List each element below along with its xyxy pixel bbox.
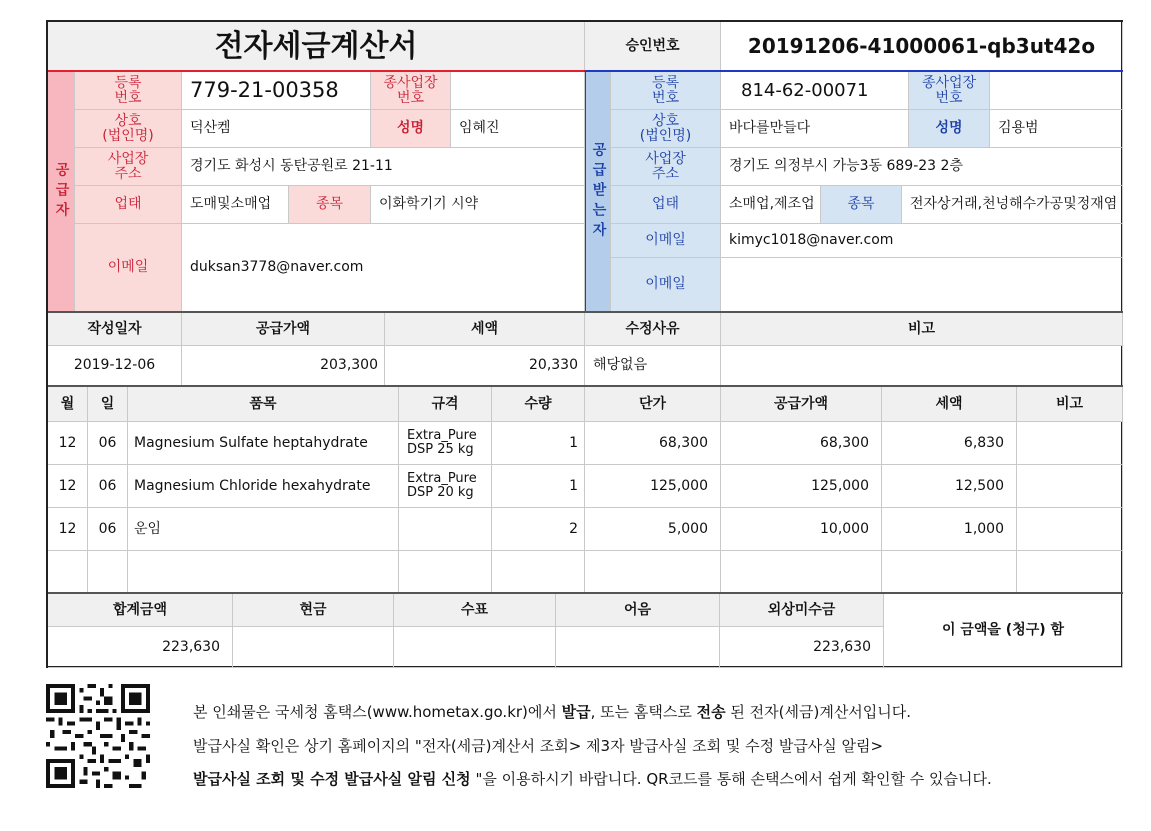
- summary-header-tax: 세액: [385, 313, 585, 346]
- items-header-note: 비고: [1017, 387, 1123, 422]
- footer-line-3: 발급사실 조회 및 수정 발급사실 알림 신청 "을 이용하시기 바랍니다. QR코드를 통해 손택스에서 쉽게 확인할 수 있습니다.: [193, 770, 992, 788]
- supplier-company-label: 상호 (법인명): [75, 110, 182, 148]
- buyer-business-type-label: 업태: [611, 186, 721, 224]
- totals-note: [556, 627, 720, 668]
- supplier-email-label: 이메일: [75, 224, 182, 312]
- invoice-title: 전자세금계산서: [48, 22, 585, 71]
- buyer-company: 바다를만들다: [721, 110, 909, 148]
- table-row-cell: [492, 551, 585, 593]
- table-row-cell: 06: [88, 422, 128, 465]
- buyer-reg-no: 814-62-00071: [721, 72, 909, 110]
- buyer-email: kimyc1018@naver.com: [721, 224, 1123, 258]
- summary-header-note: 비고: [721, 313, 1123, 346]
- supplier-item-label: 종목: [289, 186, 371, 224]
- table-row-cell: [48, 551, 88, 593]
- supplier-address: 경기도 화성시 동탄공원로 21-11: [182, 148, 585, 186]
- buyer-business-type: 소매업,제조업: [721, 186, 821, 224]
- supplier-branch-label: 종사업장 번호: [371, 72, 451, 110]
- buyer-side-label: 공급받는자: [586, 72, 611, 312]
- table-row-cell: [1017, 508, 1123, 551]
- supplier-side-label: 공급자: [48, 72, 75, 312]
- totals-header-total: 합계금액: [48, 594, 233, 627]
- table-row-cell: [1017, 465, 1123, 508]
- approval-label: 승인번호: [585, 22, 721, 71]
- buyer-name: 김용범: [990, 110, 1123, 148]
- table-row-cell: 6,830: [882, 422, 1017, 465]
- supplier-name: 임혜진: [451, 110, 585, 148]
- table-row-cell: 2: [492, 508, 585, 551]
- items-header-month: 월: [48, 387, 88, 422]
- buyer-item-label: 종목: [821, 186, 902, 224]
- summary-header-supply: 공급가액: [182, 313, 385, 346]
- items-header-day: 일: [88, 387, 128, 422]
- table-row-cell: [721, 551, 882, 593]
- table-row-cell: 10,000: [721, 508, 882, 551]
- table-row-cell: [128, 551, 399, 593]
- totals-cash: [233, 627, 394, 668]
- buyer-branch: [990, 72, 1123, 110]
- table-row-cell: 68,300: [585, 422, 721, 465]
- table-row-cell: 06: [88, 508, 128, 551]
- table-row-cell: [1017, 422, 1123, 465]
- supplier-name-label: 성명: [371, 110, 451, 148]
- supplier-reg-no: 779-21-00358: [182, 72, 371, 110]
- footer-line-1: 본 인쇄물은 국세청 홈택스(www.hometax.go.kr)에서 발급, 또는 홈택스로 전송 된 전자(세금)계산서입니다.: [193, 703, 912, 721]
- items-header-unit-price: 단가: [585, 387, 721, 422]
- summary-date: 2019-12-06: [48, 346, 182, 386]
- summary-supply: 203,300: [182, 346, 385, 386]
- table-row-cell: [399, 508, 492, 551]
- table-row-cell: Magnesium Sulfate heptahydrate: [128, 422, 399, 465]
- supplier-email: duksan3778@naver.com: [182, 224, 585, 312]
- summary-reason: 해당없음: [585, 346, 721, 386]
- supplier-company: 덕산켐: [182, 110, 371, 148]
- items-header-tax: 세액: [882, 387, 1017, 422]
- table-row-cell: [882, 551, 1017, 593]
- supplier-business-type: 도매및소매업: [182, 186, 289, 224]
- table-row-cell: 12,500: [882, 465, 1017, 508]
- totals-header-cash: 현금: [233, 594, 394, 627]
- table-row-cell: 운임: [128, 508, 399, 551]
- supplier-item: 이화학기기 시약: [371, 186, 585, 224]
- qr-code-icon[interactable]: [46, 684, 150, 788]
- supplier-business-type-label: 업태: [75, 186, 182, 224]
- items-header-qty: 수량: [492, 387, 585, 422]
- table-row-cell: 1,000: [882, 508, 1017, 551]
- summary-tax: 20,330: [385, 346, 585, 386]
- tax-invoice: [46, 20, 1123, 668]
- supplier-address-label: 사업장 주소: [75, 148, 182, 186]
- summary-header-date: 작성일자: [48, 313, 182, 346]
- totals-credit: 223,630: [720, 627, 884, 668]
- buyer-email2: [721, 258, 1123, 312]
- table-row-cell: [1017, 551, 1123, 593]
- totals-header-check: 수표: [394, 594, 556, 627]
- table-row-cell: Magnesium Chloride hexahydrate: [128, 465, 399, 508]
- totals-header-note: 어음: [556, 594, 720, 627]
- table-row-cell: 125,000: [721, 465, 882, 508]
- buyer-address-label: 사업장 주소: [611, 148, 721, 186]
- table-row-cell: Extra_Pure DSP 20 kg: [399, 465, 492, 508]
- table-row-cell: [585, 551, 721, 593]
- table-row-cell: 125,000: [585, 465, 721, 508]
- table-row-cell: 1: [492, 422, 585, 465]
- table-row-cell: 12: [48, 422, 88, 465]
- table-row-cell: Extra_Pure DSP 25 kg: [399, 422, 492, 465]
- totals-claim-text: 이 금액을 (청구) 함: [884, 594, 1123, 668]
- buyer-item: 전자상거래,천넝해수가공및정재염: [902, 186, 1123, 224]
- table-row-cell: 06: [88, 465, 128, 508]
- buyer-branch-label: 종사업장 번호: [909, 72, 990, 110]
- table-row-cell: 12: [48, 508, 88, 551]
- buyer-email-label: 이메일: [611, 224, 721, 258]
- table-row-cell: 68,300: [721, 422, 882, 465]
- table-row-cell: 5,000: [585, 508, 721, 551]
- items-header-product: 품목: [128, 387, 399, 422]
- buyer-company-label: 상호 (법인명): [611, 110, 721, 148]
- table-row-cell: [88, 551, 128, 593]
- totals-header-credit: 외상미수금: [720, 594, 884, 627]
- buyer-address: 경기도 의정부시 가능3동 689-23 2층: [721, 148, 1123, 186]
- supplier-reg-no-label: 등록 번호: [75, 72, 182, 110]
- buyer-reg-no-label: 등록 번호: [611, 72, 721, 110]
- buyer-email2-label: 이메일: [611, 258, 721, 312]
- supplier-branch: [451, 72, 585, 110]
- items-header-spec: 규격: [399, 387, 492, 422]
- buyer-name-label: 성명: [909, 110, 990, 148]
- table-row-cell: [399, 551, 492, 593]
- totals-check: [394, 627, 556, 668]
- footer-line-2: 발급사실 확인은 상기 홈페이지의 "전자(세금)계산서 조회> 제3자 발급사실 조회 및 수정 발급사실 알림>: [193, 737, 884, 755]
- summary-note: [721, 346, 1123, 386]
- items-header-supply: 공급가액: [721, 387, 882, 422]
- table-row-cell: 1: [492, 465, 585, 508]
- approval-number: 20191206-41000061-qb3ut42o: [721, 22, 1123, 71]
- table-row-cell: 12: [48, 465, 88, 508]
- totals-total: 223,630: [48, 627, 233, 668]
- summary-header-reason: 수정사유: [585, 313, 721, 346]
